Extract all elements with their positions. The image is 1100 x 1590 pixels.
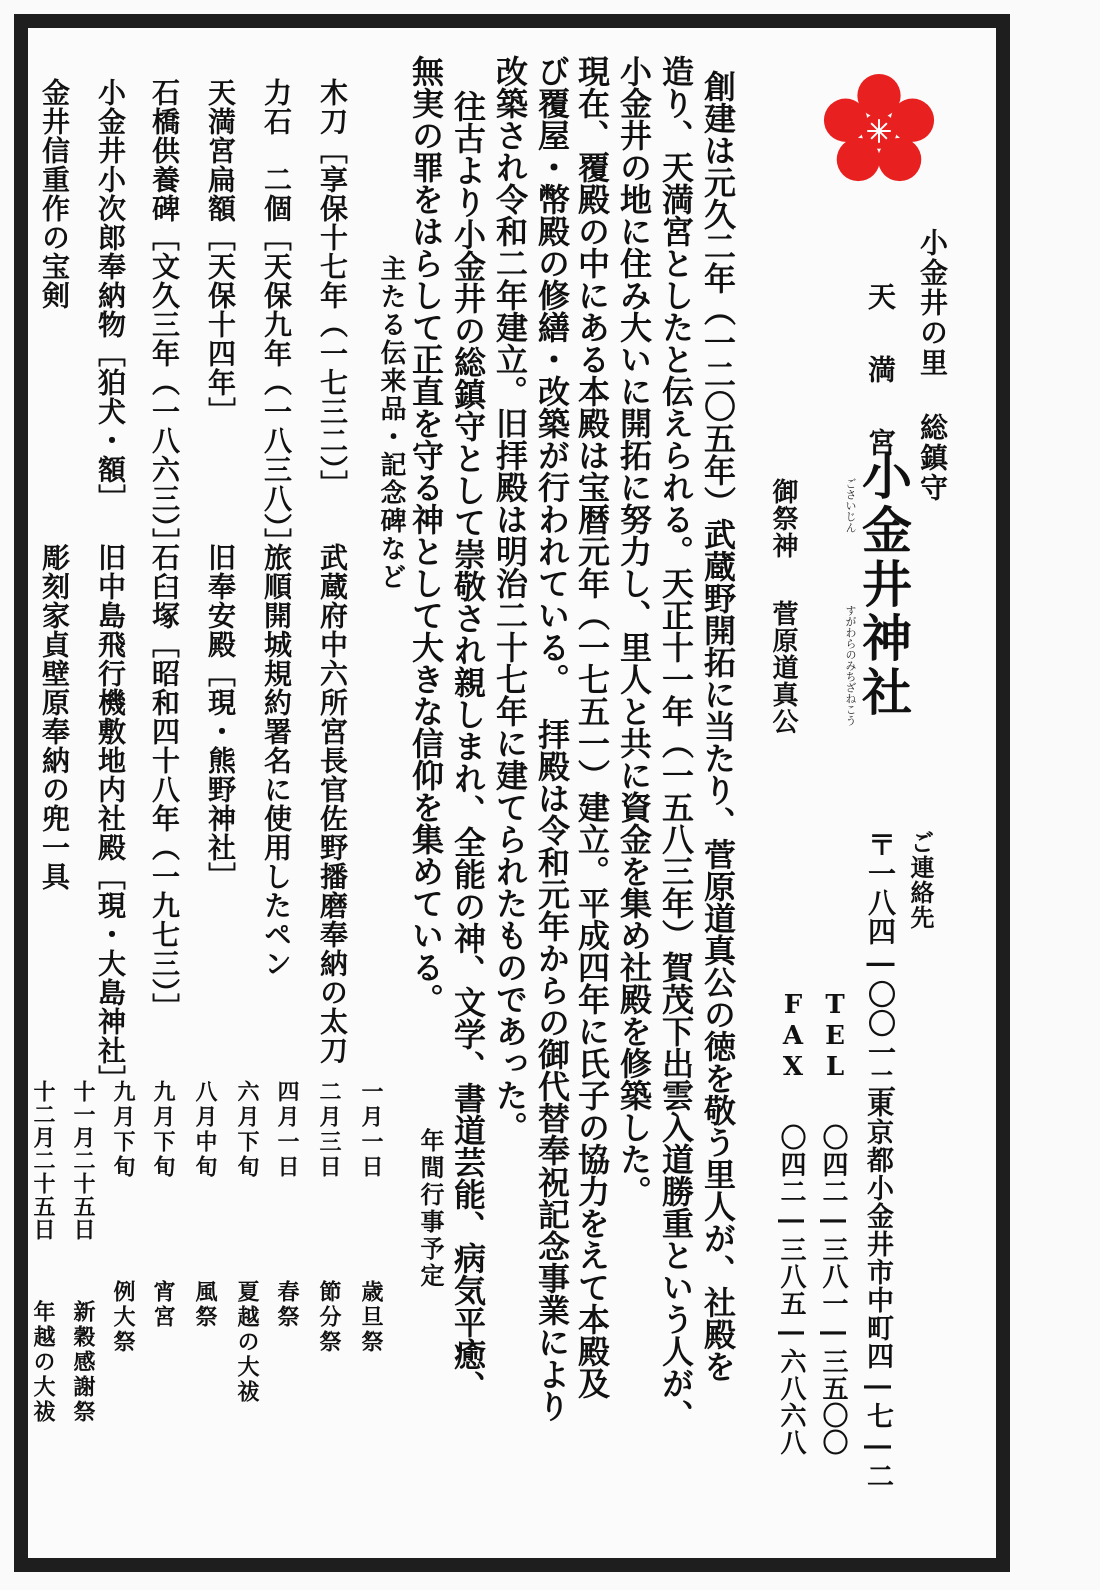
treasures-heading: 主たる伝来品・記念碑など [376, 255, 406, 591]
treasure-lower-1: 武蔵府中六所宮長官佐野播磨奉納の太刀 [316, 543, 349, 1065]
fax-number: 〇四二―三八五―六八六八 [776, 1124, 806, 1456]
event-name: 節分祭 [316, 1280, 342, 1355]
page-title: 小金井神社 [854, 450, 913, 720]
history-line-2: 造り、天満宮としたと伝えられる。天正十一年（一五八三年）賀茂下出雲入道勝重という人が、 [657, 55, 695, 1431]
event-date: 十一月二十五日 [70, 1080, 96, 1241]
treasure-item-1: 木刀［享保十七年（一七三二）］ [316, 78, 349, 499]
history-line-5: び覆屋・幣殿の修繕・改築が行われている。 [533, 55, 571, 695]
postal-code: 〒一八四―〇〇一二 [864, 830, 897, 1096]
treasure-lower-5: 旧中島飛行機敷地内社殿［現・大島神社］ [94, 543, 127, 1094]
event-date: 四月一日 [274, 1080, 300, 1180]
event-name: 夏越の大祓 [234, 1280, 260, 1405]
address: 東京都小金井市中町四―七―二 [862, 1090, 893, 1490]
event-date: 一月一日 [358, 1080, 384, 1180]
treasure-lower-6: 彫刻家貞壁原奉納の兜一具 [38, 543, 71, 891]
fax-label: FAX [778, 990, 808, 1083]
event-date: 十二月二十五日 [30, 1080, 56, 1241]
event-date: 六月下旬 [234, 1080, 260, 1180]
ume-crest-icon [820, 72, 938, 190]
ruby-gosaijin: ごさいじん [844, 478, 857, 533]
event-name: 風祭 [192, 1280, 218, 1330]
treasure-lower-3: 旧奉安殿［現・熊野神社］ [204, 543, 237, 891]
treasure-lower-4: 石臼塚［昭和四十八年（一九七三）］ [148, 543, 181, 1022]
history-line-4: 現在、覆殿の中にある本殿は宝暦元年（一七五一）建立。平成四年に氏子の協力をえて本殿及 [573, 55, 611, 1399]
treasure-item-5: 小金井小次郎奉納物［狛犬・額］ [94, 78, 127, 513]
event-name: 例大祭 [110, 1280, 136, 1355]
event-date: 九月下旬 [150, 1080, 176, 1180]
treasure-item-6: 金井信重作の宝剣 [38, 78, 71, 310]
treasure-item-4: 石橋供養碑［文久三年（一八六三）］ [148, 78, 181, 557]
deity-name: 菅原道真公 [768, 600, 798, 735]
history-line-1: 創建は元久二年（一二〇五年）武蔵野開拓に当たり、菅原道真公の徳を敬う里人が、社殿を [699, 70, 737, 1382]
deity-label: 御祭神 [768, 478, 798, 559]
history-line-8: 無実の罪をはらして正直を守る神として大きな信仰を集めている。 [407, 55, 445, 1015]
tel-number: 〇四二―三八一―三五〇〇 [818, 1124, 848, 1456]
event-name: 年越の大祓 [30, 1300, 56, 1425]
event-name: 春祭 [274, 1280, 300, 1330]
event-date: 九月下旬 [110, 1080, 136, 1180]
history-line-5b: 拝殿は令和元年からの御代替奉祝記念事業により [533, 718, 571, 1422]
tel-label: TEL [820, 990, 850, 1083]
event-date: 八月中旬 [192, 1080, 218, 1180]
treasure-item-2: 力石 二個［天保九年（一八三八）］ [260, 78, 293, 557]
ruby-sugawara: すがわらのみちざねこう [844, 605, 857, 726]
contact-heading: ご連絡先 [906, 830, 935, 930]
history-line-7: 往古より小金井の総鎮守として崇敬され親しまれ、全能の神、文学、書道芸能、病気平癒、 [449, 90, 487, 1402]
history-line-3: 小金井の地に住み大いに開拓に努力し、里人と共に資金を集め社殿を修築した。 [615, 55, 653, 1207]
events-heading: 年間行事予定 [416, 1128, 445, 1290]
treasure-item-3: 天満宮扁額［天保十四年］ [204, 78, 237, 426]
treasure-lower-2: 旅順開城規約署名に使用したペン [260, 543, 293, 978]
event-name: 歳旦祭 [358, 1280, 384, 1355]
event-name: 宵宮 [150, 1280, 176, 1330]
event-name: 新穀感謝祭 [70, 1300, 96, 1425]
subtitle-soujinju: 小金井の里 総鎮守 [916, 228, 949, 503]
event-date: 二月三日 [316, 1080, 342, 1180]
history-line-6: 改築され令和二年建立。旧拝殿は明治二十七年に建てられたものであった。 [491, 55, 529, 1143]
subtitle-tenmangu: 天 満 宮 [864, 282, 897, 462]
